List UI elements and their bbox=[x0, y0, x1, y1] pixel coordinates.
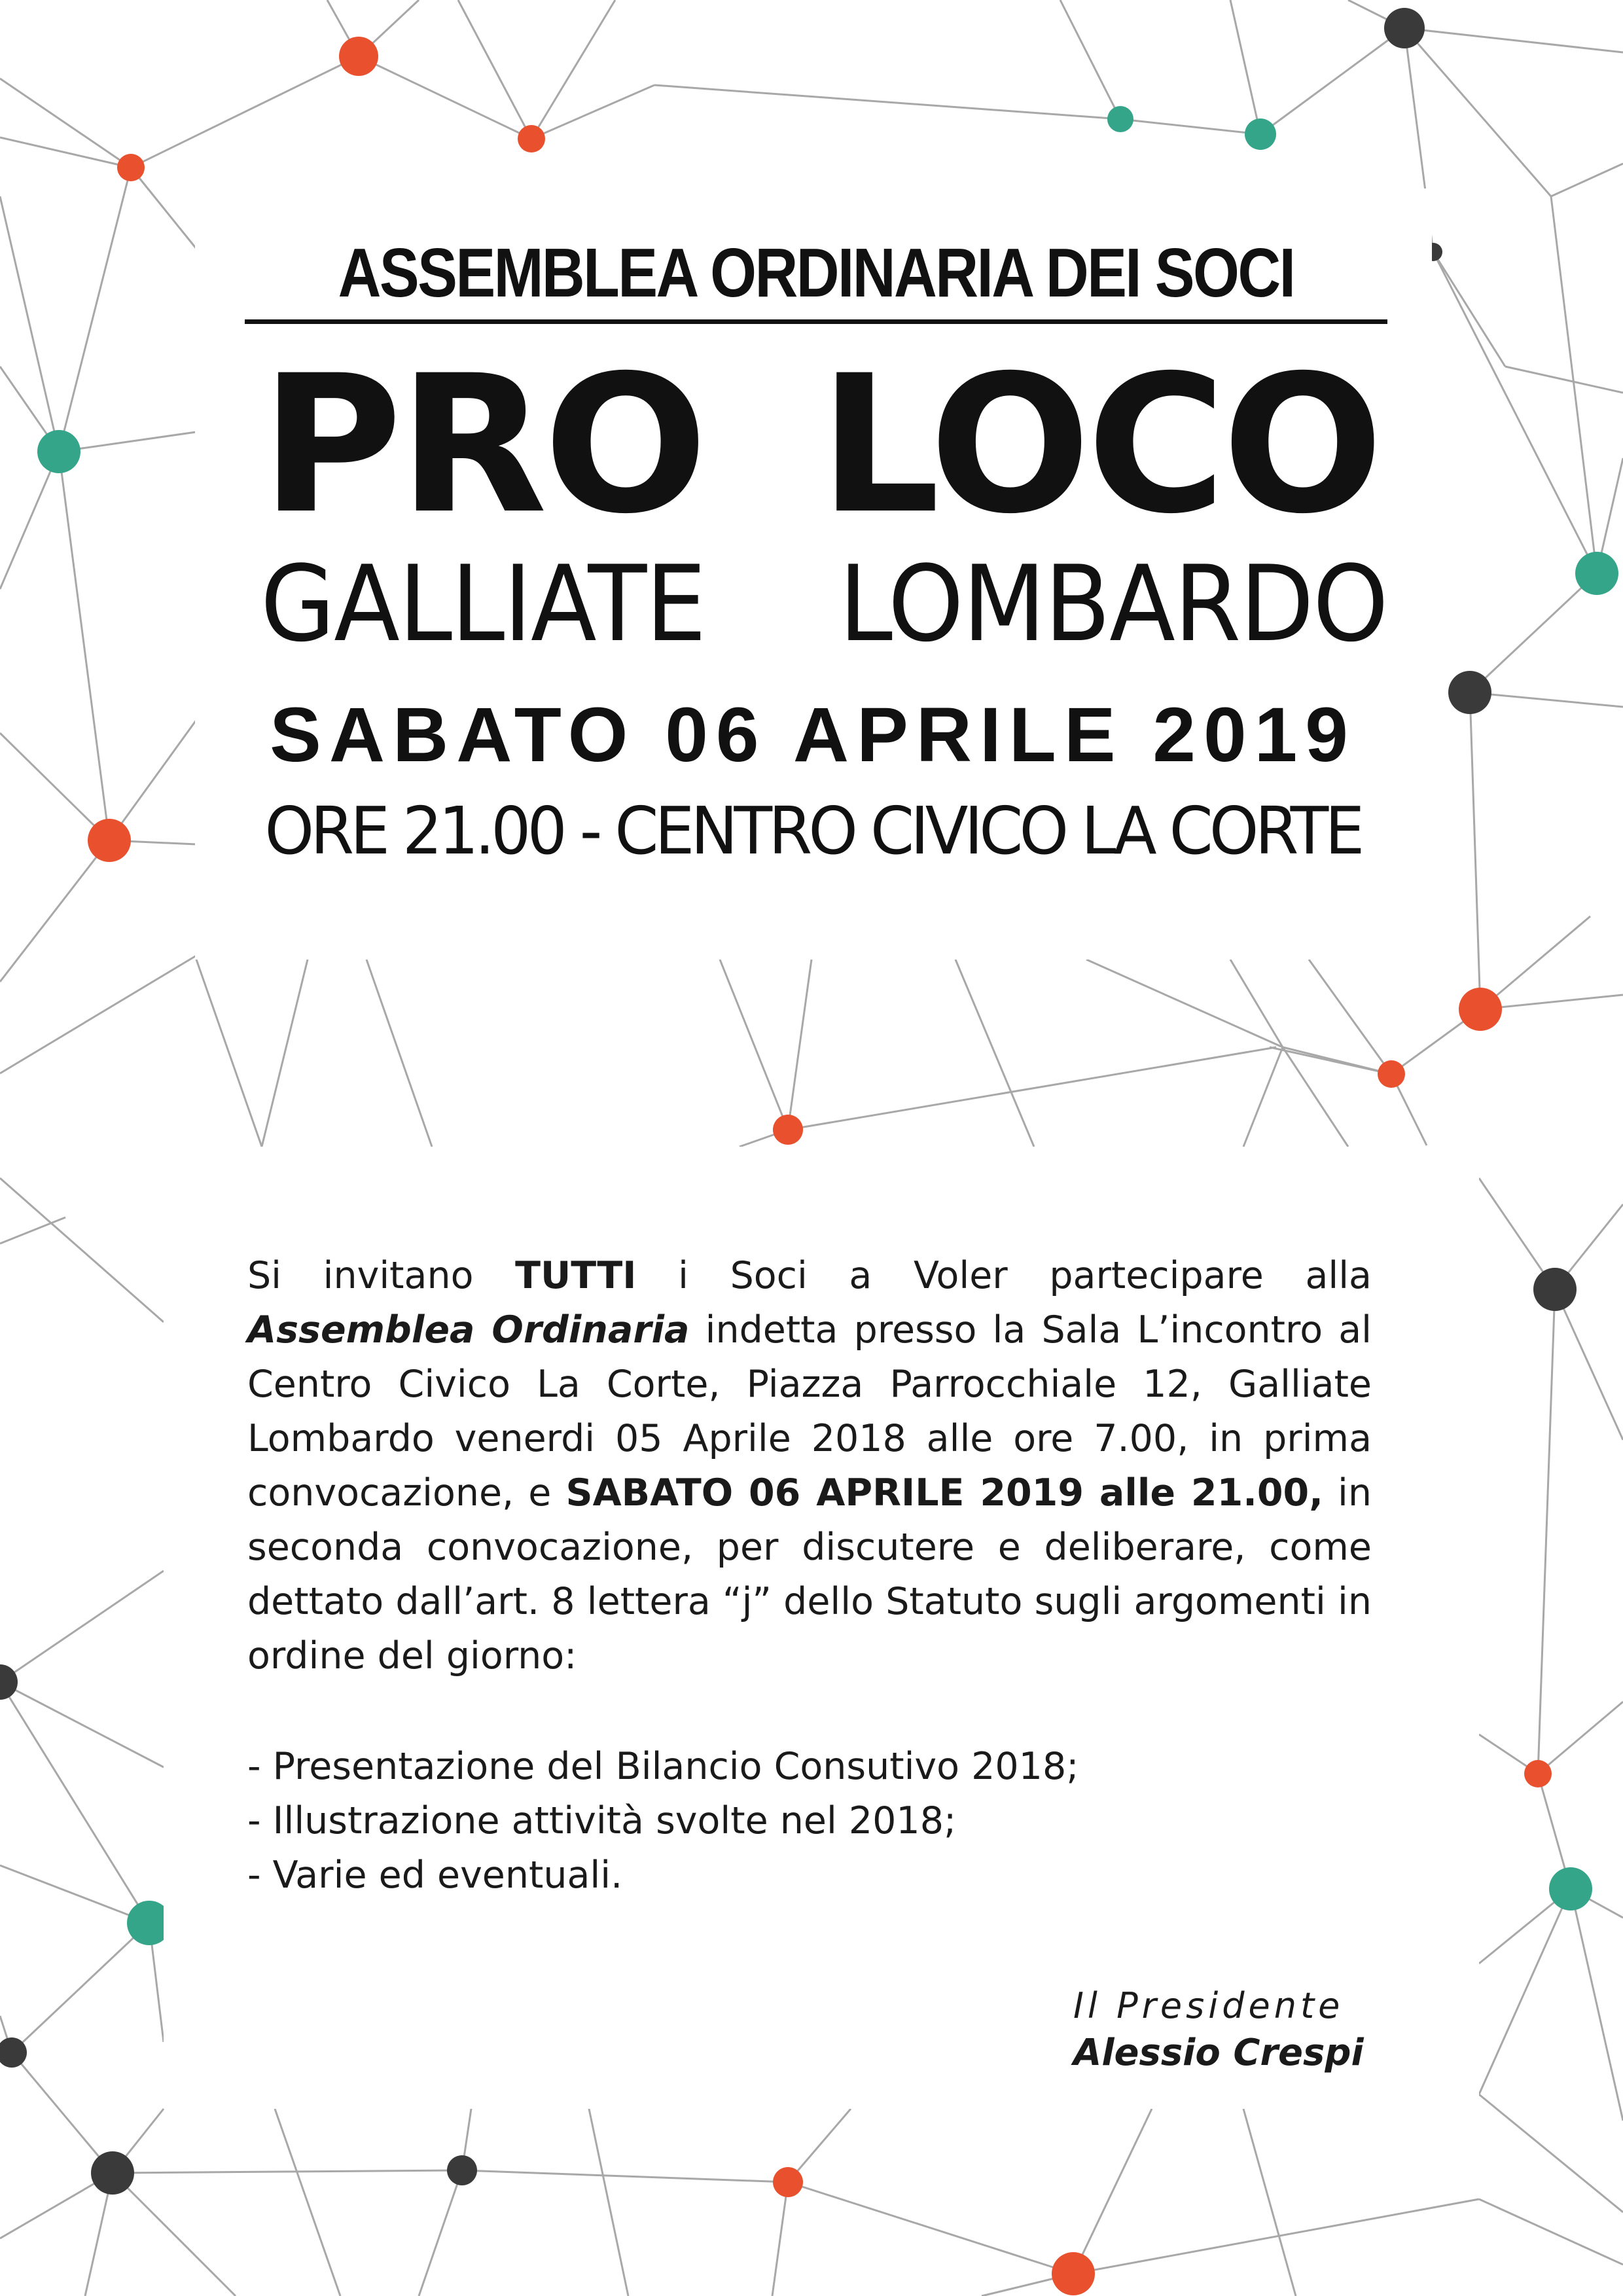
agenda-item: - Varie ed eventuali. bbox=[247, 1854, 623, 1897]
town-word-galliate: GALLIATE bbox=[260, 543, 705, 665]
invitation-paragraph bbox=[247, 1249, 1372, 1683]
brand-word-loco: LOCO bbox=[819, 335, 1380, 556]
event-date: SABATO 06 APRILE 2019 bbox=[270, 692, 1356, 778]
brand-word-pro: PRO bbox=[260, 335, 704, 556]
event-time-place: ORE 21.00 - CENTRO CIVICO LA CORTE bbox=[264, 793, 1361, 869]
assembly-heading: ASSEMBLEA ORDINARIA DEI SOCI bbox=[338, 234, 1294, 312]
invitation-emphasis-tutti: TUTTI bbox=[515, 1254, 637, 1297]
heading-underline bbox=[245, 319, 1387, 324]
invitation-text-4: in seconda convocazione, per discutere e deliberare, come dettato dall’art. 8 lettera “j” dello Statuto sugli argomenti in ordine del giorno: bbox=[247, 1471, 1372, 1677]
agenda-item: - Illustrazione attività svolte nel 2018; bbox=[247, 1799, 957, 1842]
invitation-text-1: Si invitano bbox=[247, 1254, 516, 1297]
invitation-emphasis-date: SABATO 06 APRILE 2019 alle 21.00, bbox=[565, 1471, 1323, 1515]
invitation-text-2: i Soci a Voler partecipare alla bbox=[636, 1254, 1372, 1297]
signature-name: Alessio Crespi bbox=[1073, 2032, 1364, 2074]
invitation-text-3: indetta presso la Sala L’incontro al Centro Civico La Corte, Piazza Parrocchiale 12, Galliate Lombardo venerdi 05 Aprile 2018 alle ore 7.00, in prima convocazione, e bbox=[247, 1308, 1372, 1515]
agenda-item: - Presentazione del Bilancio Consutivo 2018; bbox=[247, 1745, 1079, 1788]
signature-role: Il Presidente bbox=[1073, 1985, 1344, 2026]
agenda-list bbox=[247, 1740, 1372, 1903]
town-word-lombardo: LOMBARDO bbox=[838, 543, 1387, 665]
invitation-emphasis-assembly: Assemblea Ordinaria bbox=[247, 1308, 690, 1352]
